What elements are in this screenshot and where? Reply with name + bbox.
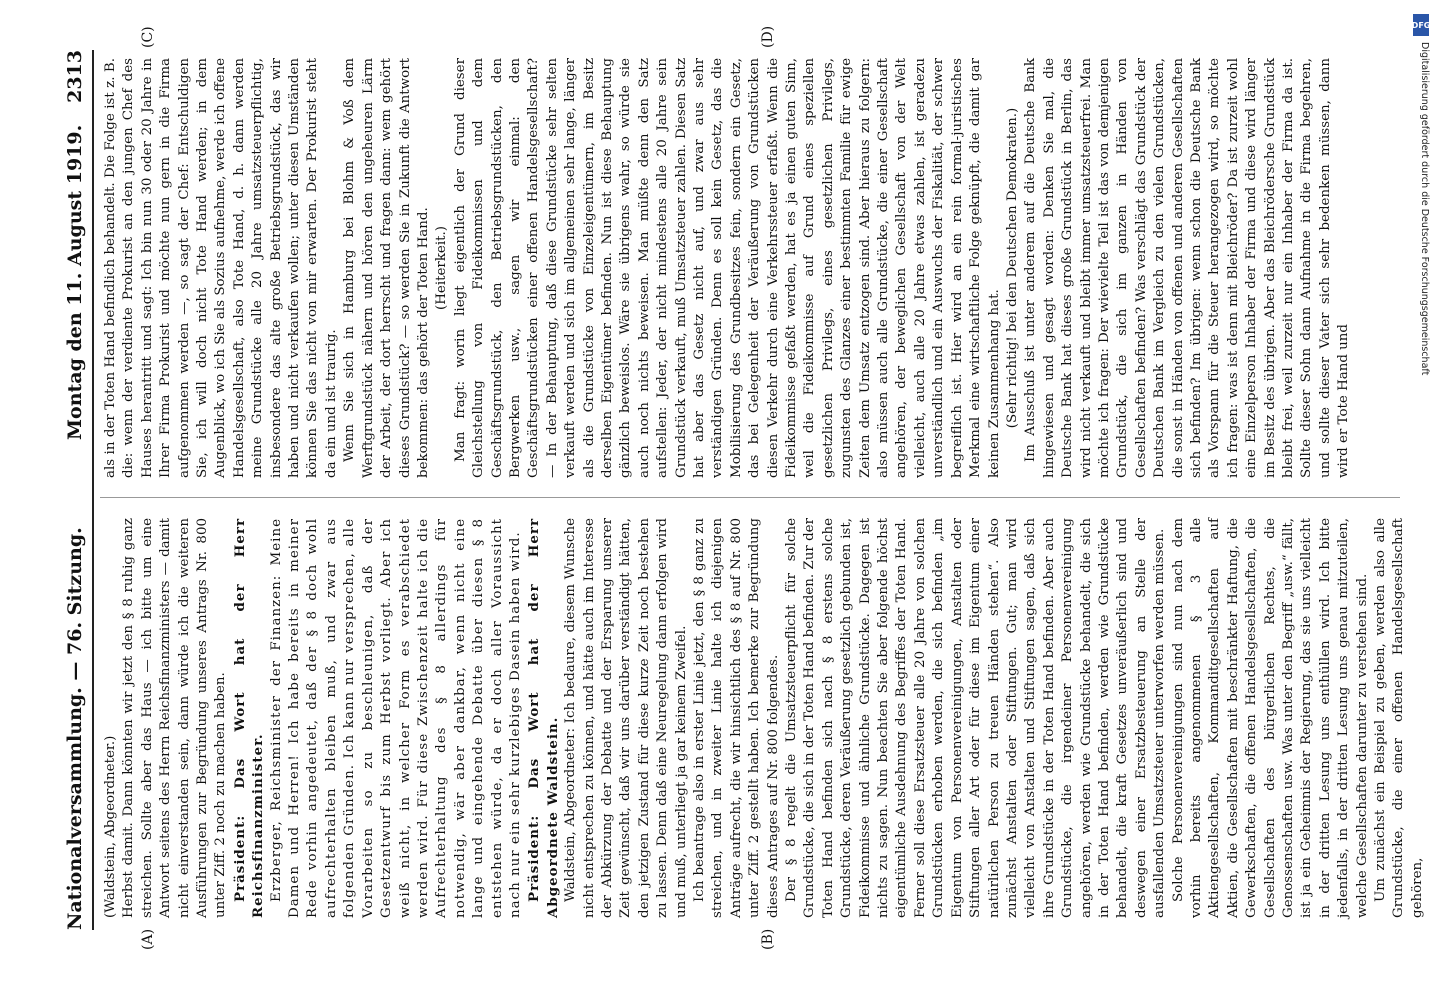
speaker-context: (Waldstein, Abgeordneter.) [103,735,118,918]
digitization-note [1412,10,1430,990]
paragraph: Herbst damit. Dann könnten wir jetzt den § 8 ruhig ganz streichen. Sollte aber das Haus — ich bitte um eine Antwort seitens des Herrn Reichsfinanzministers — damit nicht einverstanden sein, dann würde ich die weiteren Ausführungen zur Begründung unseres Antrags Nr. 800 unter Ziff. 2 noch zu machen haben. [121,518,229,918]
header-rule [92,50,94,930]
right-column [102,58,1354,478]
margin-marker-c: (C) [140,26,156,48]
paragraph: Ich beantrage also in erster Linie jetzt, den § 8 ganz zu streichen, und in zweiter Linie halte ich diejenigen Anträge aufrecht, die wir hinsichtlich des § 8 auf Nr. 800 unter Ziff. 2 gestellt haben. Ich bemerke zur Begründung dieses Antrages auf Nr. 800 folgendes. [692,518,781,918]
speaker-paragraph: Präsident: Das Wort hat der Herr Abgeordnete Waldstein. [526,518,561,918]
paragraph: Der § 8 regelt die Umsatzsteuerpflicht für solche Grundstücke, die sich in der Toten Hand befinden. Zur der Toten Hand befinden sich nach § 8 erstens solche Grundstücke, deren Veräußerung gesetzlich gebunden ist, Fideikommisse und ähnliche Grundstücke. Dagegen ist nichts zu sagen. Nun beachten Sie aber folgende höchst eigentümliche Ausdehnung des Begriffes der Toten Hand. Ferner soll diese Ersatzsteuer alle 20 Jahre von solchen Grundstücken erhoben werden, die sich befinden „im Eigentum von Personenvereinigungen, Anstalten oder Stiftungen aller Art oder für diese im Eigentum einer natürlichen Person zu treuen Händen stehen“. Also zunächst Anstalten oder Stiftungen. Gut; man wird vielleicht von Anstalten und Stiftungen sagen, daß sich ihre Grundstücke in der Toten Hand befinden. Aber auch Grundstücke, die irgendeiner Personenvereinigung angehören, werden wie Grundstücke behandelt, die sich in der Toten Hand befinden, werden wie Grundstücke behandelt, die kraft Gesetzes unveräußerlich sind und deswegen einer Ersatzbesteuerung an Stelle der ausfallenden Umsatzsteuer unterworfen werden müssen. [784,518,1168,918]
paragraph: Im Ausschuß ist unter anderem auf die Deutsche Bank hingewiesen und gesagt worden: Denken Sie mal, die Deutsche Bank hat dieses große Grundstück in Berlin, das wird nicht verkauft und bleibt immer umsatzsteuerfrei. Man möchte ich fragen: Der wievielte Teil ist das von demjenigen Grundstück, die sich im ganzen in Händen von Gesellschaften befinden? Was verschlägt das Grundstück der Deutschen Bank im Vergleich zu den vielen Grundstücken, die sonst in Händen von offenen und anderen Gesellschaften sich befinden? Im übrigen: wenn schon die Deutsche Bank als Vorspann für die Steuer herangezogen wird, so möchte ich fragen: was ist denn mit Bleichröder? Da ist zurzeit wohl eine Einzelperson Inhaber der Firma und diese wird länger im Besitz des übrigen. Aber das Bleichrödersche Grundstück bleibt frei, weil zurzeit nur ein Inhaber der Firma da ist. Sollte dieser Sohn dann Aufnahme in die Firma begehren, und sollte dieser Vater sich sehr bedenken müssen, dann wird er Tote Hand und [1023,58,1352,478]
paragraph: Man fragt: worin liegt eigentlich der Grund dieser Gleichstellung von Fideikommissen und dem Geschäftsgrundstück, den Betriebsgrundstücken, den Bergwerken usw., sagen wir einmal: den Geschäftsgrundstücken einer offenen Handelsgesellschaft? — In der Behauptung, daß diese Grundstücke sehr selten verkauft werden und sich im allgemeinen sehr lange, länger als die Grundstücke von Einzeleigentümern, im Besitz derselben Eigentümer befinden. Nun ist diese Behauptung gänzlich beweislos. Wäre sie übrigens wahr, so würde sie auch noch nichts beweisen. Man müßte denn den Satz aufstellen: Jeder, der nicht mindestens alle 20 Jahre sein Grundstück verkauft, muß Umsatzsteuer zahlen. Diesen Satz hat aber das Gesetz nicht auf, und zwar aus sehr verständigen Gründen. Denn es soll kein Gesetz, das die Mobilisierung des Grundbesitzes fein, sondern ein Gesetz, das bei Gelegenheit der Veräußerung von Grundstücken diesen Verkehr durch eine Verkehrssteuer erfaßt. Wenn die Fideikommisse gefaßt werden, hat es ja einen guten Sinn, weil die Fideikommisse auf Grund eines speziellen gesetzlichen Privilegs, eines gesetzlichen Privilegs, zugunsten des Glanzes einer bestimmten Familie für ewige Zeiten dem Umsatz entzogen sind. Aber hieraus zu folgern: also müssen auch alle Grundstücke, die einer Gesellschaft angehören, der beweglichen Gesellschaft von der Welt vielleicht, auch alle 20 Jahre etwas zahlen, ist geradezu unverständlich und ein Auswuchs der Fiskalität, der schwer begreiflich ist. Hier wird an ein rein formal-juristisches Merkmal eine wirtschaftliche Folge geknüpft, die damit gar keinen Zusammenhang hat. [452,58,1002,478]
running-head [62,50,88,930]
page-number: 2313 [64,50,86,103]
paragraph: als in der Toten Hand befindlich behandelt. Die Folge ist z. B. die: wenn der verdiente Prokurist an den jungen Chef des Hauses herantritt und sagt: Ich bin nun 30 oder 20 Jahre in Ihrer Firma Prokurist und möchte nun gern in die Firma aufgenommen werden —, so sagt der Chef: Entschuldigen Sie, ich will doch nicht Tote Hand werden; in dem Augenblick, wo ich Sie als Sozius aufnehme, werde ich offene Handelsgesellschaft, also Tote Hand, d. h. dann werden meine Grundstücke alle 20 Jahre umsatzsteuerpflichtig, insbesondere das alte große Betriebsgrundstück, das wir haben und nicht verkaufen wollen; unter diesen Umständen können Sie das nicht von mir erwarten. Der Prokurist steht da ein und ist traurig. [103,58,339,478]
paragraph: Solche Personenvereinigungen sind nun nach dem vorhin bereits angenommenen § 3 alle Aktiengesellschaften, Kommanditgesellschaften auf Aktien, die Gesellschaften mit beschränkter Haftung, die Gewerkschaften, die offenen Handelsgesellschaften, die Gesellschaften des bürgerlichen Rechtes, die Genossenschaften usw. Was unter den Begriff „usw.“ fällt, ist ja ein Geheimnis der Regierung, das sie uns vielleicht in der dritten Lesung uns enthüllen wird. Ich bitte jedenfalls, in der dritten Lesung uns genau mitzuteilen, welche Gesellschaften darunter zu verstehen sind. [1170,518,1370,918]
paragraph: Um zunächst ein Beispiel zu geben, werden also alle Grundstücke, die einer offenen Handelsgesellschaft gehören, [1373,518,1425,918]
margin-marker-b: (B) [760,928,776,950]
interjection: (Heiterkeit.) [434,226,450,310]
dfg-logo: DFG [1413,14,1429,36]
speaker-paragraph: Waldstein, Abgeordneter: Ich bedaure, diesem Wunsche nicht entsprechen zu können, und hätte auch im Interesse der Abkürzung der Debatte und der Ersparung unserer Zeit gewünscht, daß wir uns darüber verständigt hätten, den jetzigen Zustand für diese kurze Zeit noch bestehen zu lassen. Denn daß eine Neuregelung dann erfolgen wird und muß, unterliegt ja gar keinem Zweifel. [563,518,689,918]
header-left: Nationalversammlung. — 76. Sitzung. [64,527,86,930]
digitization-text: Digitalisierung gefördert durch die Deutsche Forschungsgemeinschaft [1419,42,1430,376]
left-column [102,518,1427,918]
speaker-paragraph: Präsident: Das Wort hat der Herr Reichsfinanzminister. [231,518,267,918]
column-divider [100,497,1400,498]
margin-marker-d: (D) [760,25,776,48]
speaker-paragraph: Erzberger, Reichsminister der Finanzen: Meine Damen und Herren! Ich habe bereits in meiner Rede vorhin angedeutet, daß der § 8 doch wohl aufrechterhalten bleiben muß, und zwar aus folgenden Gründen. Ich kann nur versprechen, alle Vorarbeiten so zu beschleunigen, daß der Gesetzentwurf bis zum Herbst vorliegt. Aber ich weiß nicht, in welcher Form es verabschiedet werden wird. Für diese Zwischenzeit halte ich die Aufrechterhaltung des § 8 allerdings für notwendig, wär aber dankbar, wenn nicht eine lange und eingehende Debatte über diesen § 8 entstehen würde, da er doch aller Voraussicht nach nur ein sehr kurzlebiges Dasein haben wird. [268,518,523,918]
header-date: Montag den 11. August 1919. [64,124,86,440]
margin-marker-a: (A) [140,928,156,950]
paragraph: Wenn Sie sich in Hamburg bei Blohm & Voß dem Werftgrundstück nähern und hören den ungeheuren Lärm der Arbeit, der dort herrscht und fragen dann: wem gehört dieses Grundstück? — so werden Sie in Zukunft die Antwort bekommen: das gehört der Toten Hand. [342,58,431,478]
interjection: (Sehr richtig! bei den Deutschen Demokraten.) [1004,107,1020,429]
